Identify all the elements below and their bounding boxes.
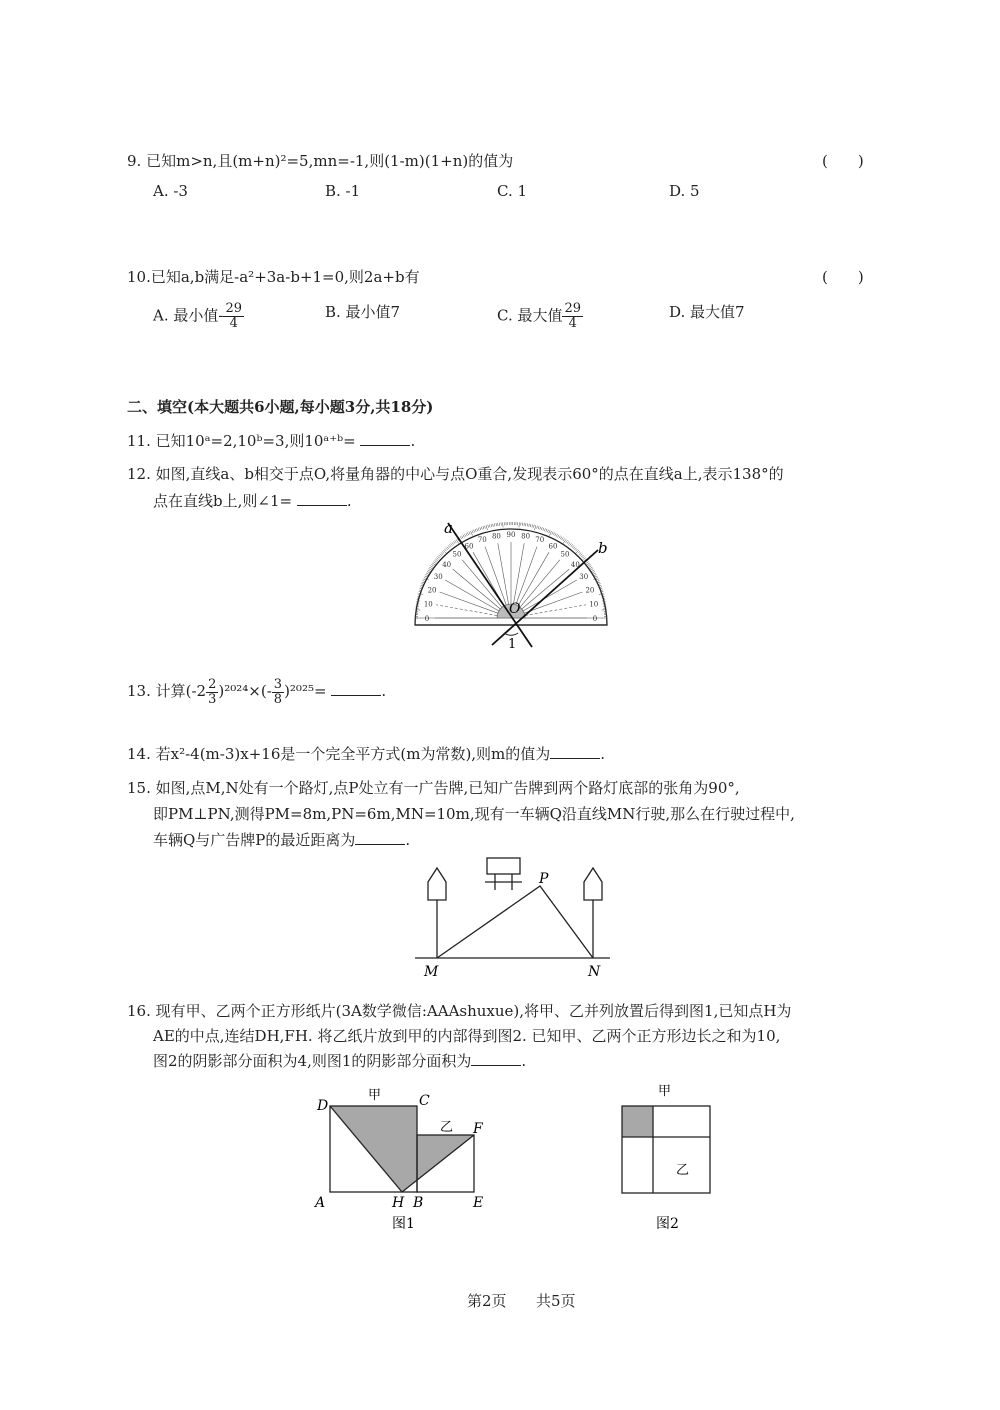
protractor-tick — [596, 579, 599, 580]
protractor-ray — [513, 543, 524, 604]
label-yi: 乙 — [676, 1163, 690, 1178]
protractor-tick — [579, 553, 581, 555]
protractor-tick — [540, 527, 541, 530]
q15-line3: 车辆Q与广告牌P的最近距离为 . — [153, 831, 411, 849]
protractor-tick — [593, 573, 596, 574]
protractor-ray — [524, 592, 582, 613]
protractor-tick — [556, 534, 557, 537]
protractor-tick — [568, 542, 570, 544]
protractor-tick — [563, 538, 565, 540]
protractor-tick — [477, 528, 478, 531]
svg-text:B: B — [413, 1195, 424, 1211]
protractor-tick — [537, 526, 538, 529]
protractor-tick-label: 40 — [442, 561, 452, 570]
protractor-tick — [560, 537, 562, 540]
protractor-tick — [547, 530, 548, 533]
protractor-tick — [493, 524, 494, 527]
protractor-tick — [580, 554, 582, 556]
q12-line2: 点在直线b上,则∠1= . — [153, 492, 352, 510]
protractor-tick — [529, 524, 530, 527]
protractor-tick — [570, 543, 572, 545]
protractor-tick — [472, 530, 473, 533]
label-a: a — [444, 519, 453, 537]
page-total: 共5页 — [536, 1292, 576, 1310]
protractor-tick-label: 70 — [477, 536, 487, 545]
protractor-tick — [572, 546, 574, 548]
protractor-tick — [582, 556, 584, 558]
q9-option-b: B. -1 — [325, 182, 361, 200]
protractor-tick — [602, 598, 605, 599]
protractor-tick — [581, 555, 583, 557]
protractor-tick — [428, 570, 431, 572]
protractor-tick — [466, 533, 467, 536]
figure-2 — [610, 1082, 730, 1232]
protractor-tick — [543, 528, 544, 531]
protractor-tick — [441, 553, 443, 555]
protractor-tick — [435, 559, 437, 561]
protractor-tick — [485, 526, 486, 529]
protractor-ray — [436, 605, 497, 616]
protractor-tick — [440, 554, 442, 556]
protractor-tick — [467, 532, 468, 535]
protractor-tick — [429, 569, 432, 571]
protractor-ray — [520, 560, 560, 607]
answer-blank[interactable] — [471, 1051, 521, 1066]
protractor-tick — [475, 529, 476, 532]
protractor-tick — [478, 528, 479, 531]
q9-option-a: A. -3 — [153, 182, 188, 200]
protractor-tick-label: 30 — [433, 573, 443, 581]
protractor-tick — [562, 537, 564, 540]
protractor-tick — [417, 600, 420, 601]
protractor-tick — [595, 576, 598, 577]
protractor-ray — [485, 547, 506, 605]
protractor-tick-label: 0 — [592, 615, 598, 623]
protractor-tick — [559, 536, 561, 539]
q14-text: 14. 若x²-4(m-3)x+16是一个完全平方式(m为常数),则m的值为 . — [127, 745, 606, 763]
q9-option-c: C. 1 — [497, 182, 528, 200]
label-jia: 甲 — [368, 1088, 382, 1103]
protractor-tick — [473, 530, 474, 533]
protractor-tick — [448, 546, 450, 548]
protractor-tick — [494, 523, 495, 526]
protractor-ray — [498, 543, 509, 604]
protractor-tick — [594, 574, 597, 575]
protractor-ray — [522, 569, 569, 609]
protractor-tick — [603, 601, 606, 602]
protractor-tick — [431, 564, 433, 566]
label-yi: 乙 — [440, 1120, 454, 1135]
protractor-tick — [535, 525, 536, 530]
protractor-tick — [567, 541, 569, 543]
protractor-tick — [591, 569, 594, 571]
protractor-tick — [451, 543, 453, 545]
protractor-tick — [592, 571, 595, 572]
protractor-tick — [446, 548, 448, 550]
protractor-tick — [481, 527, 482, 530]
protractor-tick-label: 50 — [560, 550, 570, 559]
label-m: M — [424, 964, 439, 980]
protractor-ray — [440, 592, 498, 613]
protractor-tick — [590, 567, 593, 569]
label-angle-1: 1 — [508, 637, 517, 652]
protractor-tick — [433, 562, 435, 564]
protractor-tick — [602, 600, 605, 601]
protractor-tick — [566, 540, 568, 542]
q9-stem: 9. 已知m>n,且(m+n)²=5,mn=-1,则(1-m)(1+n)的值为 — [127, 152, 514, 170]
q9-answer-bracket: ( ) — [822, 152, 864, 170]
protractor-tick — [425, 576, 428, 577]
protractor-tick — [573, 547, 575, 549]
protractor-tick — [483, 526, 484, 529]
protractor-tick — [546, 529, 547, 532]
protractor-tick — [425, 574, 428, 575]
label-b: b — [598, 539, 608, 557]
protractor-tick — [538, 526, 539, 529]
protractor-tick — [417, 598, 420, 599]
q12-line1: 12. 如图,直线a、b相交于点O,将量角器的中心与点O重合,发现表示60°的点在直线a上,表示138°的 — [127, 465, 784, 483]
protractor-tick — [574, 548, 576, 550]
svg-text:E: E — [473, 1195, 484, 1211]
protractor-tick — [488, 525, 489, 528]
protractor-tick — [444, 549, 446, 551]
protractor-ray — [462, 560, 502, 607]
lamp-n-icon — [584, 868, 602, 958]
protractor-tick-label: 30 — [579, 573, 589, 581]
caption-fig1: 图1 — [392, 1216, 415, 1232]
q11-text: 11. 已知10ᵃ=2,10ᵇ=3,则10ᵃ⁺ᵇ= . — [127, 432, 416, 450]
protractor-tick — [549, 531, 551, 536]
q10-option-c: C. 最大值 $\frac{29}{4}$ — [497, 301, 582, 331]
protractor-tick — [460, 537, 462, 540]
protractor-ray — [516, 547, 537, 605]
q10-option-d: D. 最大值7 — [669, 303, 745, 321]
protractor-tick — [436, 558, 438, 560]
protractor-tick — [532, 524, 533, 527]
protractor-tick-label: 60 — [548, 542, 558, 551]
figure-1 — [310, 1082, 510, 1232]
protractor-tick — [442, 551, 444, 553]
protractor-ray — [523, 580, 577, 611]
protractor-tick — [437, 556, 439, 558]
protractor-figure — [410, 515, 610, 655]
section-title: 二、填空(本大题共6小题,每小题3分,共18分) — [127, 398, 434, 416]
answer-blank[interactable] — [550, 744, 600, 759]
street-lamp-figure — [410, 852, 630, 982]
protractor-tick-label: 20 — [585, 586, 595, 595]
svg-text:F: F — [473, 1121, 483, 1137]
billboard-icon — [485, 858, 522, 890]
protractor-tick — [470, 531, 472, 536]
label-n: N — [588, 964, 601, 980]
svg-text:H: H — [392, 1195, 405, 1211]
q16-line3: 图2的阴影部分面积为4,则图1的阴影部分面积为 . — [153, 1052, 527, 1070]
line-a — [448, 523, 532, 647]
protractor-tick — [455, 540, 457, 542]
protractor-tick — [558, 535, 560, 538]
protractor-tick — [449, 544, 451, 546]
answer-blank[interactable] — [360, 431, 410, 446]
protractor-tick — [553, 532, 554, 535]
protractor-tick — [416, 601, 419, 602]
protractor-tick — [571, 544, 573, 546]
protractor-tick-label: 10 — [423, 600, 433, 609]
protractor-tick — [583, 558, 585, 560]
protractor-tick — [464, 534, 465, 537]
caption-fig2: 图2 — [656, 1216, 679, 1232]
svg-text:A: A — [315, 1195, 326, 1211]
protractor-tick — [430, 567, 433, 569]
protractor-tick — [586, 562, 588, 564]
label-o: O — [509, 601, 521, 617]
protractor-tick-label: 80 — [521, 532, 531, 541]
protractor-tick — [541, 527, 542, 530]
svg-text:C: C — [419, 1093, 430, 1109]
svg-text:D: D — [317, 1098, 329, 1114]
q10-option-b: B. 最小值7 — [325, 303, 401, 321]
q10-option-a: A. 最小值- $\frac{29}{4}$ — [153, 301, 242, 331]
q13-text: 13. 计算(-2 $\frac{2}{3}$ )²⁰²⁴×(- $\frac{3}{8}$ )²⁰²⁵= . — [127, 676, 387, 707]
protractor-tick — [555, 533, 556, 536]
protractor-tick — [480, 527, 481, 530]
lamp-m-icon — [428, 868, 446, 958]
protractor-tick-label: 80 — [491, 532, 501, 541]
answer-blank[interactable] — [297, 491, 347, 506]
protractor-tick-label: 20 — [427, 586, 437, 595]
protractor-tick — [452, 542, 454, 544]
protractor-tick — [447, 547, 449, 549]
protractor-tick — [578, 551, 580, 553]
protractor-tick — [527, 523, 528, 526]
q9-option-d: D. 5 — [669, 182, 700, 200]
protractor-tick-label: 90 — [506, 531, 516, 539]
q16-line2: AE的中点,连结DH,FH. 将乙纸片放到甲的内部得到图2. 已知甲、乙两个正方形边长之和为10, — [153, 1027, 781, 1045]
protractor-tick — [430, 566, 433, 568]
q16-line1: 16. 现有甲、乙两个正方形纸片(3A数学微信:AAAshuxue),将甲、乙并列放置后得到图1,已知点H为 — [127, 1002, 792, 1020]
protractor-tick — [469, 532, 470, 535]
protractor-tick — [530, 524, 531, 527]
protractor-tick — [434, 560, 436, 562]
page-number: 第2页 — [467, 1292, 507, 1310]
answer-blank[interactable] — [331, 681, 381, 696]
protractor-tick — [549, 530, 550, 533]
protractor-tick-label: 50 — [452, 550, 462, 559]
protractor-tick — [589, 566, 592, 568]
protractor-tick — [453, 541, 455, 543]
line-b — [492, 550, 598, 645]
protractor-tick — [426, 573, 429, 574]
protractor-tick — [576, 549, 578, 551]
protractor-tick — [588, 564, 590, 566]
protractor-tick-label: 40 — [570, 561, 580, 570]
label-jia: 甲 — [658, 1084, 672, 1099]
protractor-tick — [489, 524, 490, 527]
q15-line1: 15. 如图,点M,N处有一个路灯,点P处立有一广告牌,已知广告牌到两个路灯底部的张角为90°, — [127, 779, 740, 797]
protractor-tick-label: 60 — [464, 542, 474, 551]
protractor-tick — [592, 570, 595, 572]
protractor-tick — [427, 571, 430, 572]
q10-answer-bracket: ( ) — [822, 268, 864, 286]
protractor-tick — [423, 579, 426, 580]
q10-stem: 10.已知a,b满足-a²+3a-b+1=0,则2a+b有 — [127, 268, 420, 286]
protractor-tick — [552, 532, 553, 535]
protractor-tick-label: 10 — [589, 600, 599, 609]
protractor-tick-label: 0 — [424, 615, 430, 623]
protractor-tick — [439, 555, 441, 557]
protractor-tick — [533, 525, 534, 528]
label-p: P — [539, 871, 549, 887]
answer-blank[interactable] — [355, 830, 405, 845]
protractor-tick — [491, 524, 492, 527]
protractor-tick — [544, 528, 545, 531]
protractor-tick — [486, 525, 487, 530]
q15-line2: 即PM⊥PN,测得PM=8m,PN=6m,MN=10m,现有一车辆Q沿直线MN行驶,那么在行驶过程中, — [153, 805, 795, 823]
protractor-tick — [463, 535, 465, 538]
protractor-tick-label: 70 — [535, 536, 545, 545]
protractor-tick — [462, 536, 464, 539]
